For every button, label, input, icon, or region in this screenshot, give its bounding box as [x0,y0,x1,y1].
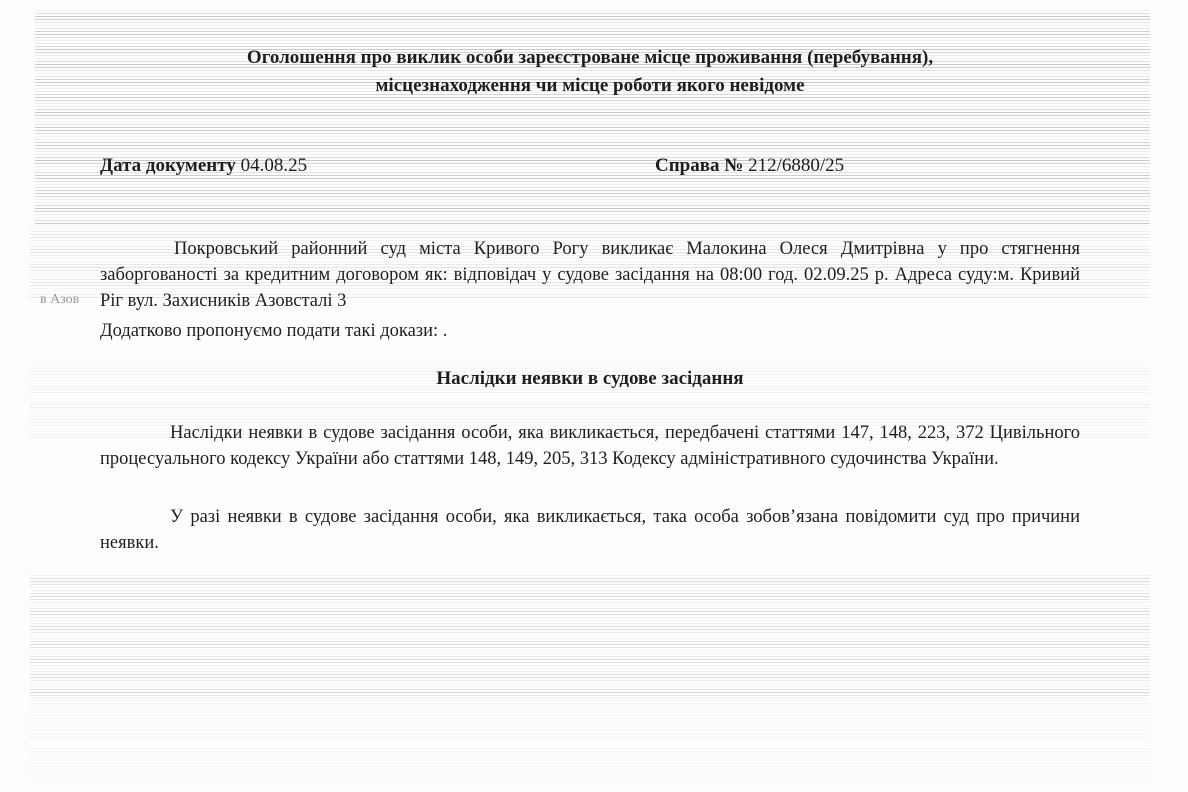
section-heading: Наслідки неявки в судове засідання [436,368,744,389]
document-date [100,155,307,177]
notification-paragraph: У разі неявки в судове засідання особи, яка викликається, така особа зобов’язана повідомити суд про причини неявки. [100,507,1080,553]
case-number [655,155,844,177]
notice-title-line-1: Оголошення про виклик особи зареєстроване місце проживання (перебування), [246,47,934,68]
evidence-request-paragraph: Додатково пропонуємо подати такі докази: . [100,321,448,341]
case-number-label: Справа № [655,155,744,176]
document-date-value: 04.08.25 [240,155,308,176]
document-date-label: Дата документу [100,155,236,176]
margin-artifact-text: в Азов [40,292,80,307]
notice-title-line-2: місцезнаходження чи місце роботи якого невідоме [375,75,805,96]
case-number-value: 212/6880/25 [748,155,845,176]
consequences-paragraph: Наслідки неявки в судове засідання особи, яка викликається, передбачені статтями 147, 148, 223, 372 Цивільного процесуального кодексу України або статтями 148, 149, 205, 313 Кодексу адміністративного судочинства України. [100,423,1080,469]
summons-paragraph: Покровський районний суд міста Кривого Рогу викликає Малокина Олеся Дмитрівна у про стягнення заборгованості за кредитним договором як: відповідач у судове засідання на 08:00 год. 02.09.25 р. Адреса суду:м. Кривий Ріг вул. Захисників Азовсталі 3 [100,239,1080,311]
